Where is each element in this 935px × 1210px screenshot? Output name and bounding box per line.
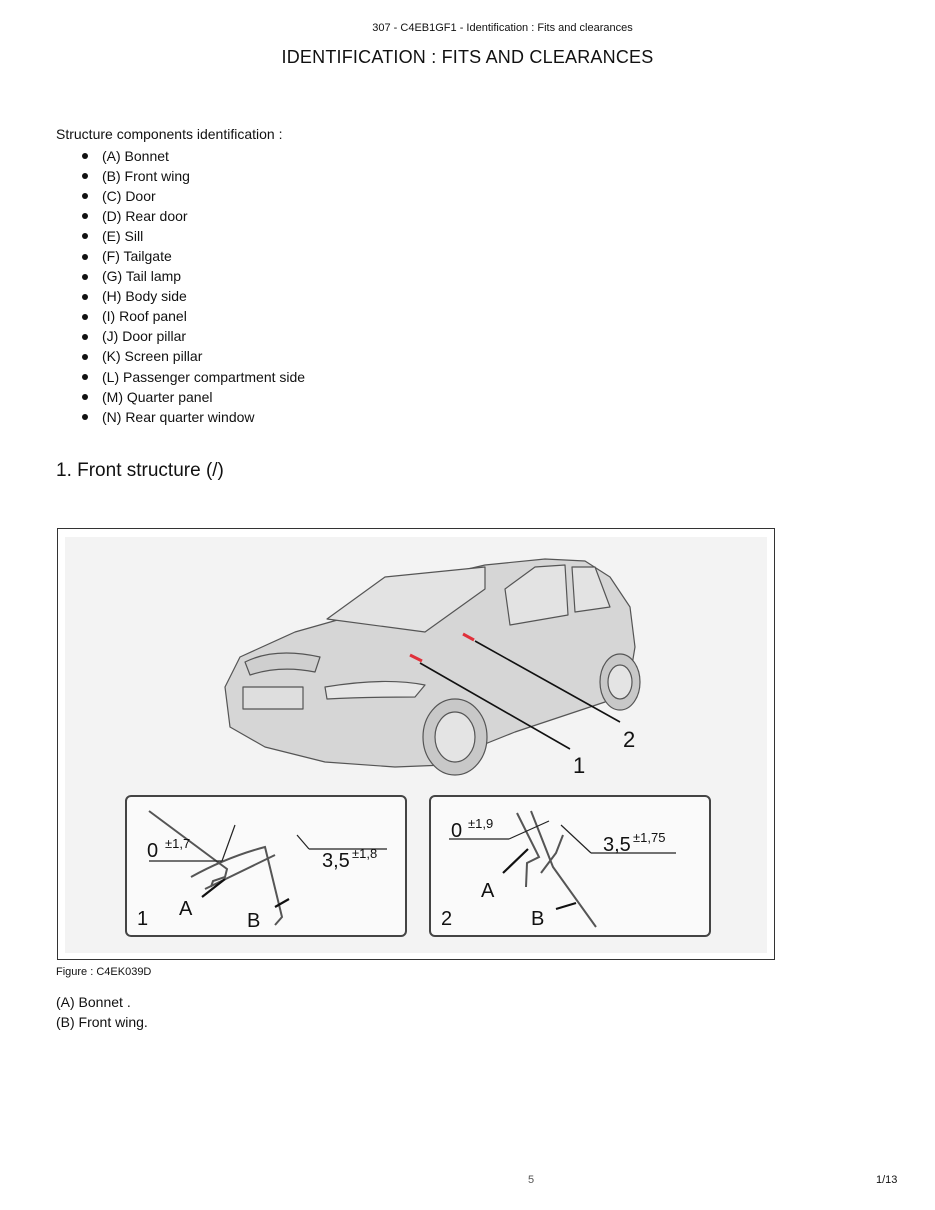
list-item: [80, 287, 305, 307]
list-item: [80, 166, 305, 186]
label-a: A: [481, 880, 495, 902]
component-label: (G) Tail lamp: [102, 268, 182, 285]
list-item: [80, 246, 305, 266]
list-item: [80, 407, 305, 427]
list-item: [80, 347, 305, 367]
legend-item-a: (A) Bonnet .: [56, 994, 131, 1010]
list-item: [80, 226, 305, 246]
section-diagram-1: [127, 797, 405, 935]
component-label: (N) Rear quarter window: [102, 408, 255, 425]
bullet-icon: [82, 153, 88, 159]
list-item: [80, 367, 305, 387]
component-label: (K) Screen pillar: [102, 348, 203, 365]
page-number: 1/13: [876, 1174, 898, 1186]
list-item: [80, 387, 305, 407]
callout-2: 2: [623, 727, 636, 752]
bullet-icon: [82, 314, 88, 320]
footer-mark: 5: [528, 1174, 535, 1186]
component-label: (E) Sill: [102, 227, 144, 244]
bullet-icon: [82, 274, 88, 280]
component-label: (F) Tailgate: [102, 248, 172, 265]
label-a: A: [179, 898, 193, 920]
bullet-icon: [82, 233, 88, 239]
detail-panel-1: [125, 795, 407, 937]
flush-value: 3,5: [603, 834, 631, 856]
component-label: (H) Body side: [102, 288, 187, 305]
detail-panel-2: [429, 795, 711, 937]
figure-caption: Figure : C4EK039D: [56, 966, 152, 978]
figure-frame: [57, 528, 775, 960]
bullet-icon: [82, 294, 88, 300]
components-intro: Structure components identification :: [56, 126, 283, 142]
callout-1: 1: [573, 753, 586, 778]
car-illustration: [65, 537, 767, 787]
gap-tolerance: ±1,9: [468, 816, 494, 831]
legend-item-b: (B) Front wing.: [56, 1014, 148, 1030]
component-label: (A) Bonnet: [102, 147, 169, 164]
panel-number: 1: [137, 908, 149, 930]
gap-value: 0: [147, 840, 159, 862]
list-item: [80, 327, 305, 347]
label-b: B: [247, 910, 261, 932]
bullet-icon: [82, 354, 88, 360]
bullet-icon: [82, 394, 88, 400]
flush-value: 3,5: [322, 850, 350, 872]
bullet-icon: [82, 374, 88, 380]
component-label: (C) Door: [102, 187, 156, 204]
flush-tolerance: ±1,8: [352, 846, 378, 861]
label-b: B: [531, 908, 545, 930]
bullet-icon: [82, 334, 88, 340]
bullet-icon: [82, 254, 88, 260]
list-item: [80, 146, 305, 166]
flush-tolerance: ±1,75: [633, 830, 666, 845]
bullet-icon: [82, 414, 88, 420]
component-label: (L) Passenger compartment side: [102, 368, 306, 385]
component-label: (J) Door pillar: [102, 328, 187, 345]
section-title: 1. Front structure (/): [56, 460, 224, 481]
list-item: [80, 307, 305, 327]
component-label: (B) Front wing: [102, 167, 190, 184]
component-label: (I) Roof panel: [102, 308, 187, 325]
list-item: [80, 267, 305, 287]
gap-value: 0: [451, 820, 463, 842]
bullet-icon: [82, 173, 88, 179]
bullet-icon: [82, 213, 88, 219]
bullet-icon: [82, 193, 88, 199]
list-item: [80, 206, 305, 226]
panel-number: 2: [441, 908, 453, 930]
figure-illustration: [65, 537, 767, 953]
components-list: [80, 146, 305, 427]
component-label: (D) Rear door: [102, 207, 188, 224]
section-diagram-2: [431, 797, 709, 935]
gap-tolerance: ±1,7: [165, 836, 191, 851]
list-item: [80, 186, 305, 206]
running-header: 307 - C4EB1GF1 - Identification : Fits and clearances: [372, 22, 633, 34]
page-title: IDENTIFICATION : FITS AND CLEARANCES: [281, 47, 654, 67]
component-label: (M) Quarter panel: [102, 388, 213, 405]
